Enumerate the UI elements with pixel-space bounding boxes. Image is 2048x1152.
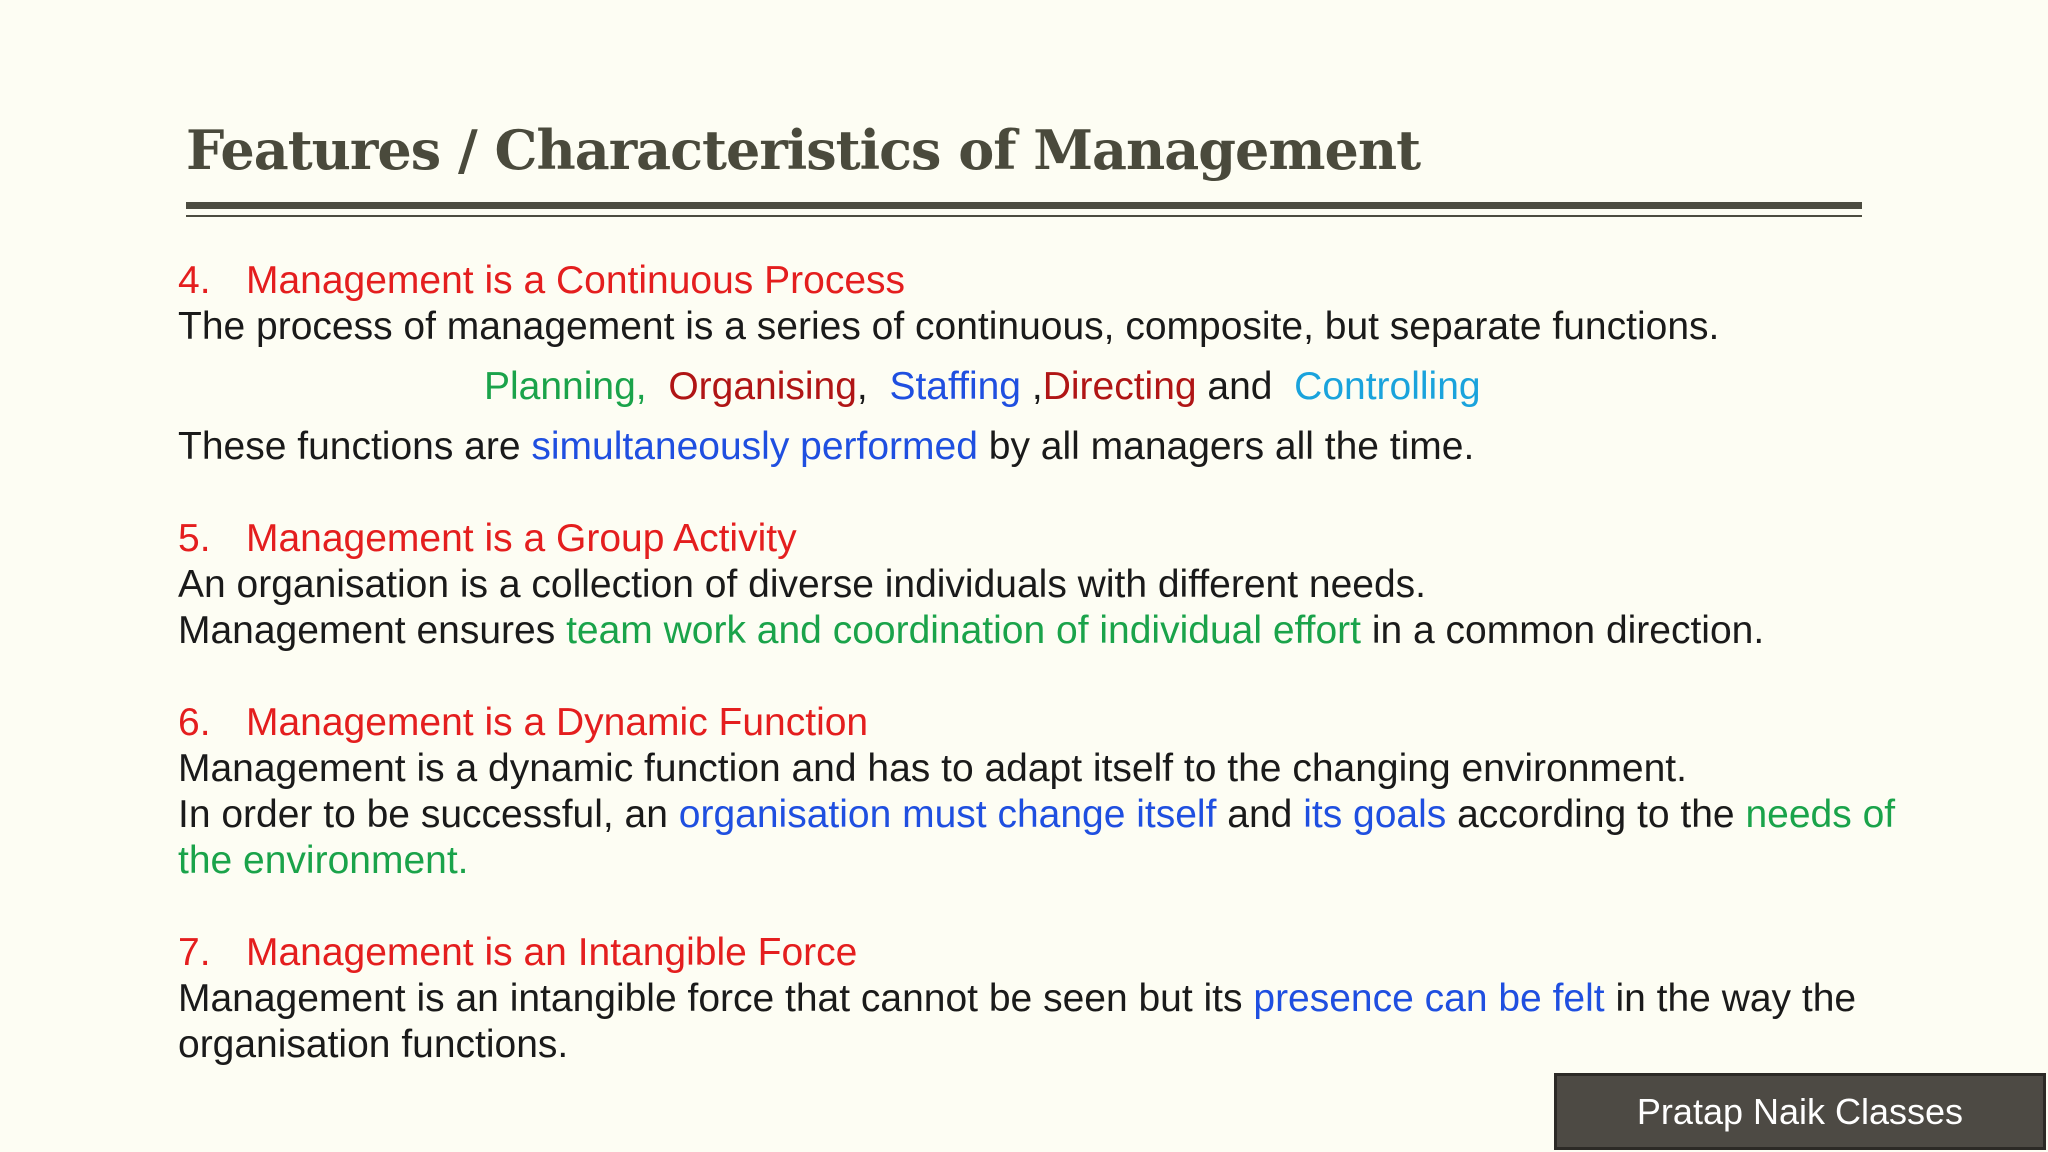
point-4-number: 4. xyxy=(178,259,211,302)
point-4-line-2-highlight: simultaneously performed xyxy=(531,425,978,468)
point-7-title: Management is an Intangible Force xyxy=(246,931,858,974)
point-7-line-1-highlight: presence can be felt xyxy=(1253,977,1605,1020)
point-7-number: 7. xyxy=(178,931,211,974)
spacer xyxy=(178,654,1958,700)
point-4-line-1: The process of management is a series of continuous, composite, but separate functions. xyxy=(178,305,1720,348)
slide-title: Features / Characteristics of Management xyxy=(186,118,1421,182)
slide-content xyxy=(178,258,1958,1068)
point-4-functions xyxy=(178,364,1958,410)
point-5-line-2-a: Management ensures xyxy=(178,609,556,652)
spacer xyxy=(178,884,1958,930)
point-6-line-2 xyxy=(178,792,1958,884)
point-6-line-2-highlight-3: needs of the environment. xyxy=(178,793,1896,882)
point-7-line-1 xyxy=(178,976,1898,1068)
point-5-number: 5. xyxy=(178,517,211,560)
point-7-line-1-c: in the way the organisation functions. xyxy=(178,977,1857,1066)
point-6-number: 6. xyxy=(178,701,211,744)
point-4-line-2 xyxy=(178,424,1958,470)
point-4-heading xyxy=(178,258,1958,304)
point-5-title: Management is a Group Activity xyxy=(246,517,797,560)
point-5-heading xyxy=(178,516,1958,562)
function-comma-2: , xyxy=(1031,365,1043,408)
point-5-line-2-c: in a common direction. xyxy=(1371,609,1765,652)
point-4-title: Management is a Continuous Process xyxy=(246,259,906,302)
point-6-line-2-a: In order to be successful, an xyxy=(178,793,668,836)
function-controlling: Controlling xyxy=(1294,365,1481,408)
function-staffing: Staffing xyxy=(889,365,1021,408)
point-6-line-1: Management is a dynamic function and has to adapt itself to the changing environment. xyxy=(178,747,1687,790)
point-6-line-2-highlight-2: its goals xyxy=(1303,793,1447,836)
function-planning: Planning, xyxy=(484,365,647,408)
point-5-line-2 xyxy=(178,608,1958,654)
point-6-line-2-highlight-1: organisation must change itself xyxy=(678,793,1217,836)
point-5-line-2-highlight: team work and coordination of individual effort xyxy=(566,609,1361,652)
point-6-line-2-e: according to the xyxy=(1457,793,1735,836)
function-and: and xyxy=(1207,365,1273,408)
point-7-heading xyxy=(178,930,1958,976)
title-underline-thin xyxy=(186,215,1862,217)
function-comma-1: , xyxy=(856,365,868,408)
point-7-line-1-a: Management is an intangible force that cannot be seen but its xyxy=(178,977,1243,1020)
watermark-badge: Pratap Naik Classes xyxy=(1554,1073,2046,1150)
function-directing: Directing xyxy=(1042,365,1197,408)
point-4-line-2-a: These functions are xyxy=(178,425,521,468)
point-6-title: Management is a Dynamic Function xyxy=(246,701,869,744)
title-underline-thick xyxy=(186,202,1862,209)
point-4-line-2-c: by all managers all the time. xyxy=(988,425,1475,468)
point-5-line-1: An organisation is a collection of diverse individuals with different needs. xyxy=(178,563,1426,606)
point-6-heading xyxy=(178,700,1958,746)
spacer xyxy=(178,470,1958,516)
point-6-line-2-c: and xyxy=(1227,793,1293,836)
function-organising: Organising xyxy=(668,365,857,408)
